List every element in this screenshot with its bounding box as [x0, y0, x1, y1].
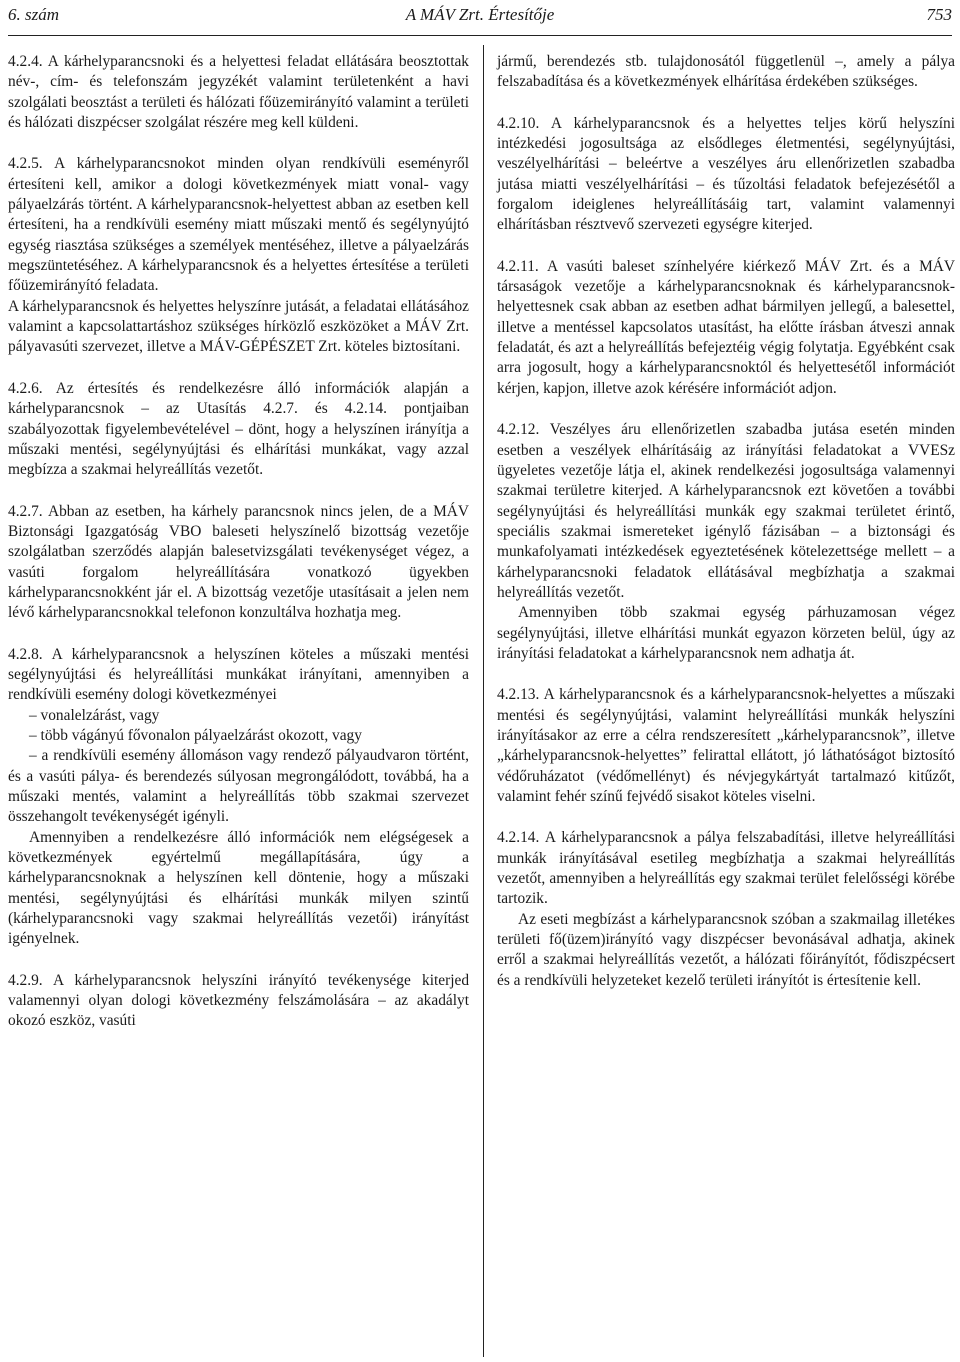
- list-item: [8, 726, 469, 746]
- list-item: [8, 746, 469, 827]
- list-item-text: – vonalelzárást, vagy: [29, 706, 160, 724]
- paragraph-text: A kárhelyparancsnokot minden olyan rendkívüli eseményről értesíteni kell, amikor a dologi következmények miatt vonal- vagy pályaelzárás történt. A kárhelyparancsnok-helyettest abban az esetben kell értesíteni, ha a rendkívüli esemény miatt műszaki mentő és segélynyújtó egység riasztása szükséges a személyek mentéséhez, illetve a pályaelzárás megszüntetéséhez. A kárhelyparancsnok és a helyettes értesítése a területi főüzemirányító feladata.: [8, 155, 469, 295]
- paragraph-text: jármű, berendezés stb. tulajdonosától függetlenül –, amely a pálya felszabadítása és a következmények elhárítása érdekében szükséges.: [497, 53, 955, 91]
- issue-number: 6. szám: [8, 5, 60, 24]
- section-number: 4.2.14.: [497, 829, 540, 847]
- paragraph: [8, 645, 469, 706]
- paragraph-text: Az eseti megbízást a kárhelyparancsnok szóban a szakmailag illetékes területi fő(üzem)irányító vagy diszpécser bevonásával adhatja, akinek erről a szakmai helyreállítás vezetőt, a hálózati főirányítót, fődiszpécsert és a rendkívüli helyzeteket kezelő területi irányítót is értesítenie kell.: [497, 910, 955, 989]
- paragraph-text: A kárhelyparancsnoki és a helyettesi feladat ellátására beosztottak név-, cím- és telefonszám jegyzékét valamint területenként a havi szolgálati beosztást a területi és hálózati főüzemirányító valamint a területi és hálózati diszpécser szolgálat részére meg kell küldeni.: [8, 53, 469, 132]
- paragraph-text: A kárhelyparancsnok és helyettes helyszínre jutását, a feladatai ellátásához valamint a kapcsolattartáshoz szükséges hírközlő eszközöket a MÁV Zrt. pályavasúti szervezet, illetve a MÁV-GÉPÉSZET Zrt. köteles biztosítani.: [8, 297, 469, 356]
- paragraph: [8, 154, 469, 296]
- paragraph: [8, 52, 469, 133]
- paragraph-text: A kárhelyparancsnok a helyszínen köteles a műszaki mentési segélynyújtási és helyreállítási munkákat irányítani, amennyiben a rendkívüli esemény dologi következményei: [8, 645, 470, 704]
- paragraph: [8, 379, 469, 481]
- page-header: [8, 5, 952, 31]
- paragraph-text: Abban az esetben, ha kárhely parancsnok nincs jelen, de a MÁV Biztonsági Igazgatóság VBO baleseti helyszínelő bizottság vezetője szolgálatban szerződés alapján balesetvizsgálati tevékenységet végez, a vasúti forgalom helyreállítására vonatkozó ügyekben kárhelyparancsnokként jár el. A bizottság vezetője utasításait a jelen nem lévő kárhelyparancsnokkal telefonon konzultálva hozhatja meg.: [8, 502, 469, 622]
- section-number: 4.2.10.: [497, 114, 540, 132]
- section-number: 4.2.11.: [497, 257, 539, 275]
- paragraph: [8, 297, 469, 358]
- paragraph-text: Az értesítés és rendelkezésre álló információk alapján a kárhelyparancsnok – az Utasítás 4.2.7. és 4.2.14. pontjaiban szabályozottak figyelembevételével – dönt, hogy a helyszínen irányítja a műszaki mentési, segélynyújtási és elhárítási munkákat, vagy azzal megbízza a szakmai helyreállítás vezetőt.: [8, 379, 470, 479]
- section-number: 4.2.9.: [8, 971, 43, 989]
- section-number: 4.2.4.: [8, 53, 43, 70]
- header-rule: [8, 35, 952, 36]
- section-number: 4.2.6.: [8, 379, 43, 397]
- list-item-text: – a rendkívüli esemény állomáson vagy rendező pályaudvaron történt, és a vasúti pálya- és berendezés súlyosan megrongálódott, továbbá, ha a műszaki mentés, valamint a helyreállítás több szakmai szervezet összehangolt tevékenységét igényli.: [8, 747, 469, 826]
- paragraph-text: Amennyiben több szakmai egység párhuzamosan végez segélynyújtási, illetve elhárítási munkát egyazon körzeten belül, úgy az irányítási feladatokat a kárhelyparancsnok nem adhatja át.: [497, 604, 955, 662]
- page-number: 753: [926, 5, 952, 24]
- paragraph-text: A kárhelyparancsnok és a helyettes teljes körű helyszíni intézkedési jogosultsága az elsődleges életmentési, segélynyújtási, veszélyelhárítási – beleértve a veszélyes áru ellenőrizetlen szabadba jutása miatti veszélyelhárítási – és tűzoltási feladatok befejezésétől a forgalom ideiglenes helyreállításáig tart, valamint valamennyi elhárításban résztvevő szervezeti egységre kiterjed.: [497, 114, 955, 234]
- paragraph: [497, 910, 955, 991]
- list-item: [8, 706, 469, 726]
- section-number: 4.2.5.: [8, 155, 43, 173]
- paragraph-text: A vasúti baleset színhelyére kiérkező MÁV Zrt. és a MÁV társaságok vezetője a kárhelyparancsnoknak és kárhelyparancsnok-helyettesnek csak abban az esetben adhat bármilyen jellegű, a balesettel, illetve a mentéssel kapcsolatos utasítást, ha előtte írásban átveszi annak feladatát, és azt a helyreállítás befejeztéig végig folytatja. Egyébként csak arra jogosult, hogy a kárhelyparancsnoktól és helyettesétől információt kérjen, kapjon, illetve azok kérésére információt adjon.: [497, 257, 956, 397]
- paragraph: [497, 603, 955, 664]
- paragraph: [8, 502, 469, 624]
- paragraph: [497, 685, 955, 807]
- paragraph-text: Amennyiben a rendelkezésre álló információk nem elégségesek a következmények egyértelmű megállapítására, úgy a kárhelyparancsnoknak a helyszínen kell döntenie, hogy a műszaki mentési, segélynyújtási és elhárítási munkák milyen szintű (kárhelyparancsnoki vagy szakmai helyreállítás vezetői) irányítást igényelnek.: [8, 828, 469, 948]
- paragraph: [497, 828, 955, 909]
- paragraph: [497, 257, 955, 399]
- section-number: 4.2.8.: [8, 645, 43, 663]
- paragraph-text: A kárhelyparancsnok a pálya felszabadítási, illetve helyreállítási munkák irányításával esetileg megbízhatja a szakmai helyreállítás vezetőt, amennyiben a helyreállítás egy szakmai terület felelősségi körébe tartozik.: [497, 829, 955, 908]
- publication-title: A MÁV Zrt. Értesítője: [405, 5, 555, 24]
- paragraph: [497, 114, 955, 236]
- paragraph: [8, 971, 469, 1032]
- list-item-text: – több vágányú fővonalon pályaelzárást okozott, vagy: [29, 726, 362, 744]
- section-number: 4.2.13.: [497, 686, 540, 704]
- paragraph: [497, 52, 955, 93]
- section-number: 4.2.12.: [497, 421, 540, 439]
- paragraph-text: A kárhelyparancsnok helyszíni irányító tevékenysége kiterjed valamennyi olyan dologi következmény felszámolására – az akadályt okozó eszköz, vasúti: [8, 971, 470, 1030]
- right-column: [497, 52, 955, 991]
- paragraph: [8, 828, 469, 950]
- column-divider: [483, 45, 484, 1357]
- left-column: [8, 52, 469, 1032]
- paragraph-text: A kárhelyparancsnok és a kárhelyparancsnok-helyettes a műszaki mentési és segélynyújtási, valamint helyreállítási munkák helyszíni irányításakor az erre a célra rendszeresített „kárhelyparancsnok”, illetve „kárhelyparancsnok-helyettes” felirattal ellátott, jó láthatóságot biztosító védőruházatot (védőmellényt) és névjegykártyát tartalmazó kitűzőt, valamint fehér színű fejvédő sisakot köteles viselni.: [497, 686, 956, 805]
- paragraph: [497, 420, 955, 603]
- paragraph-text: Veszélyes áru ellenőrizetlen szabadba jutása esetén minden esetben a veszélyek elhárításáig az irányítási feladatokat a VVESz ügyeletes vezetője látja el, akinek rendelkezési jogosultsága valamennyi szakmai területre kiterjed. A kárhelyparancsnok ezt követően a további segélynyújtási és helyreállítási munkák egy szakmai területet érintő, speciális szakmai ismereteket igénylő fázisában – a biztonsági és munkafolyamati intézkedések egyeztetésének kötelezettsége mellett – a kárhelyparancsnoki feladatok ellátásával megbízhatja a szakmai helyreállítás vezetőt.: [497, 421, 955, 601]
- section-number: 4.2.7.: [8, 502, 43, 520]
